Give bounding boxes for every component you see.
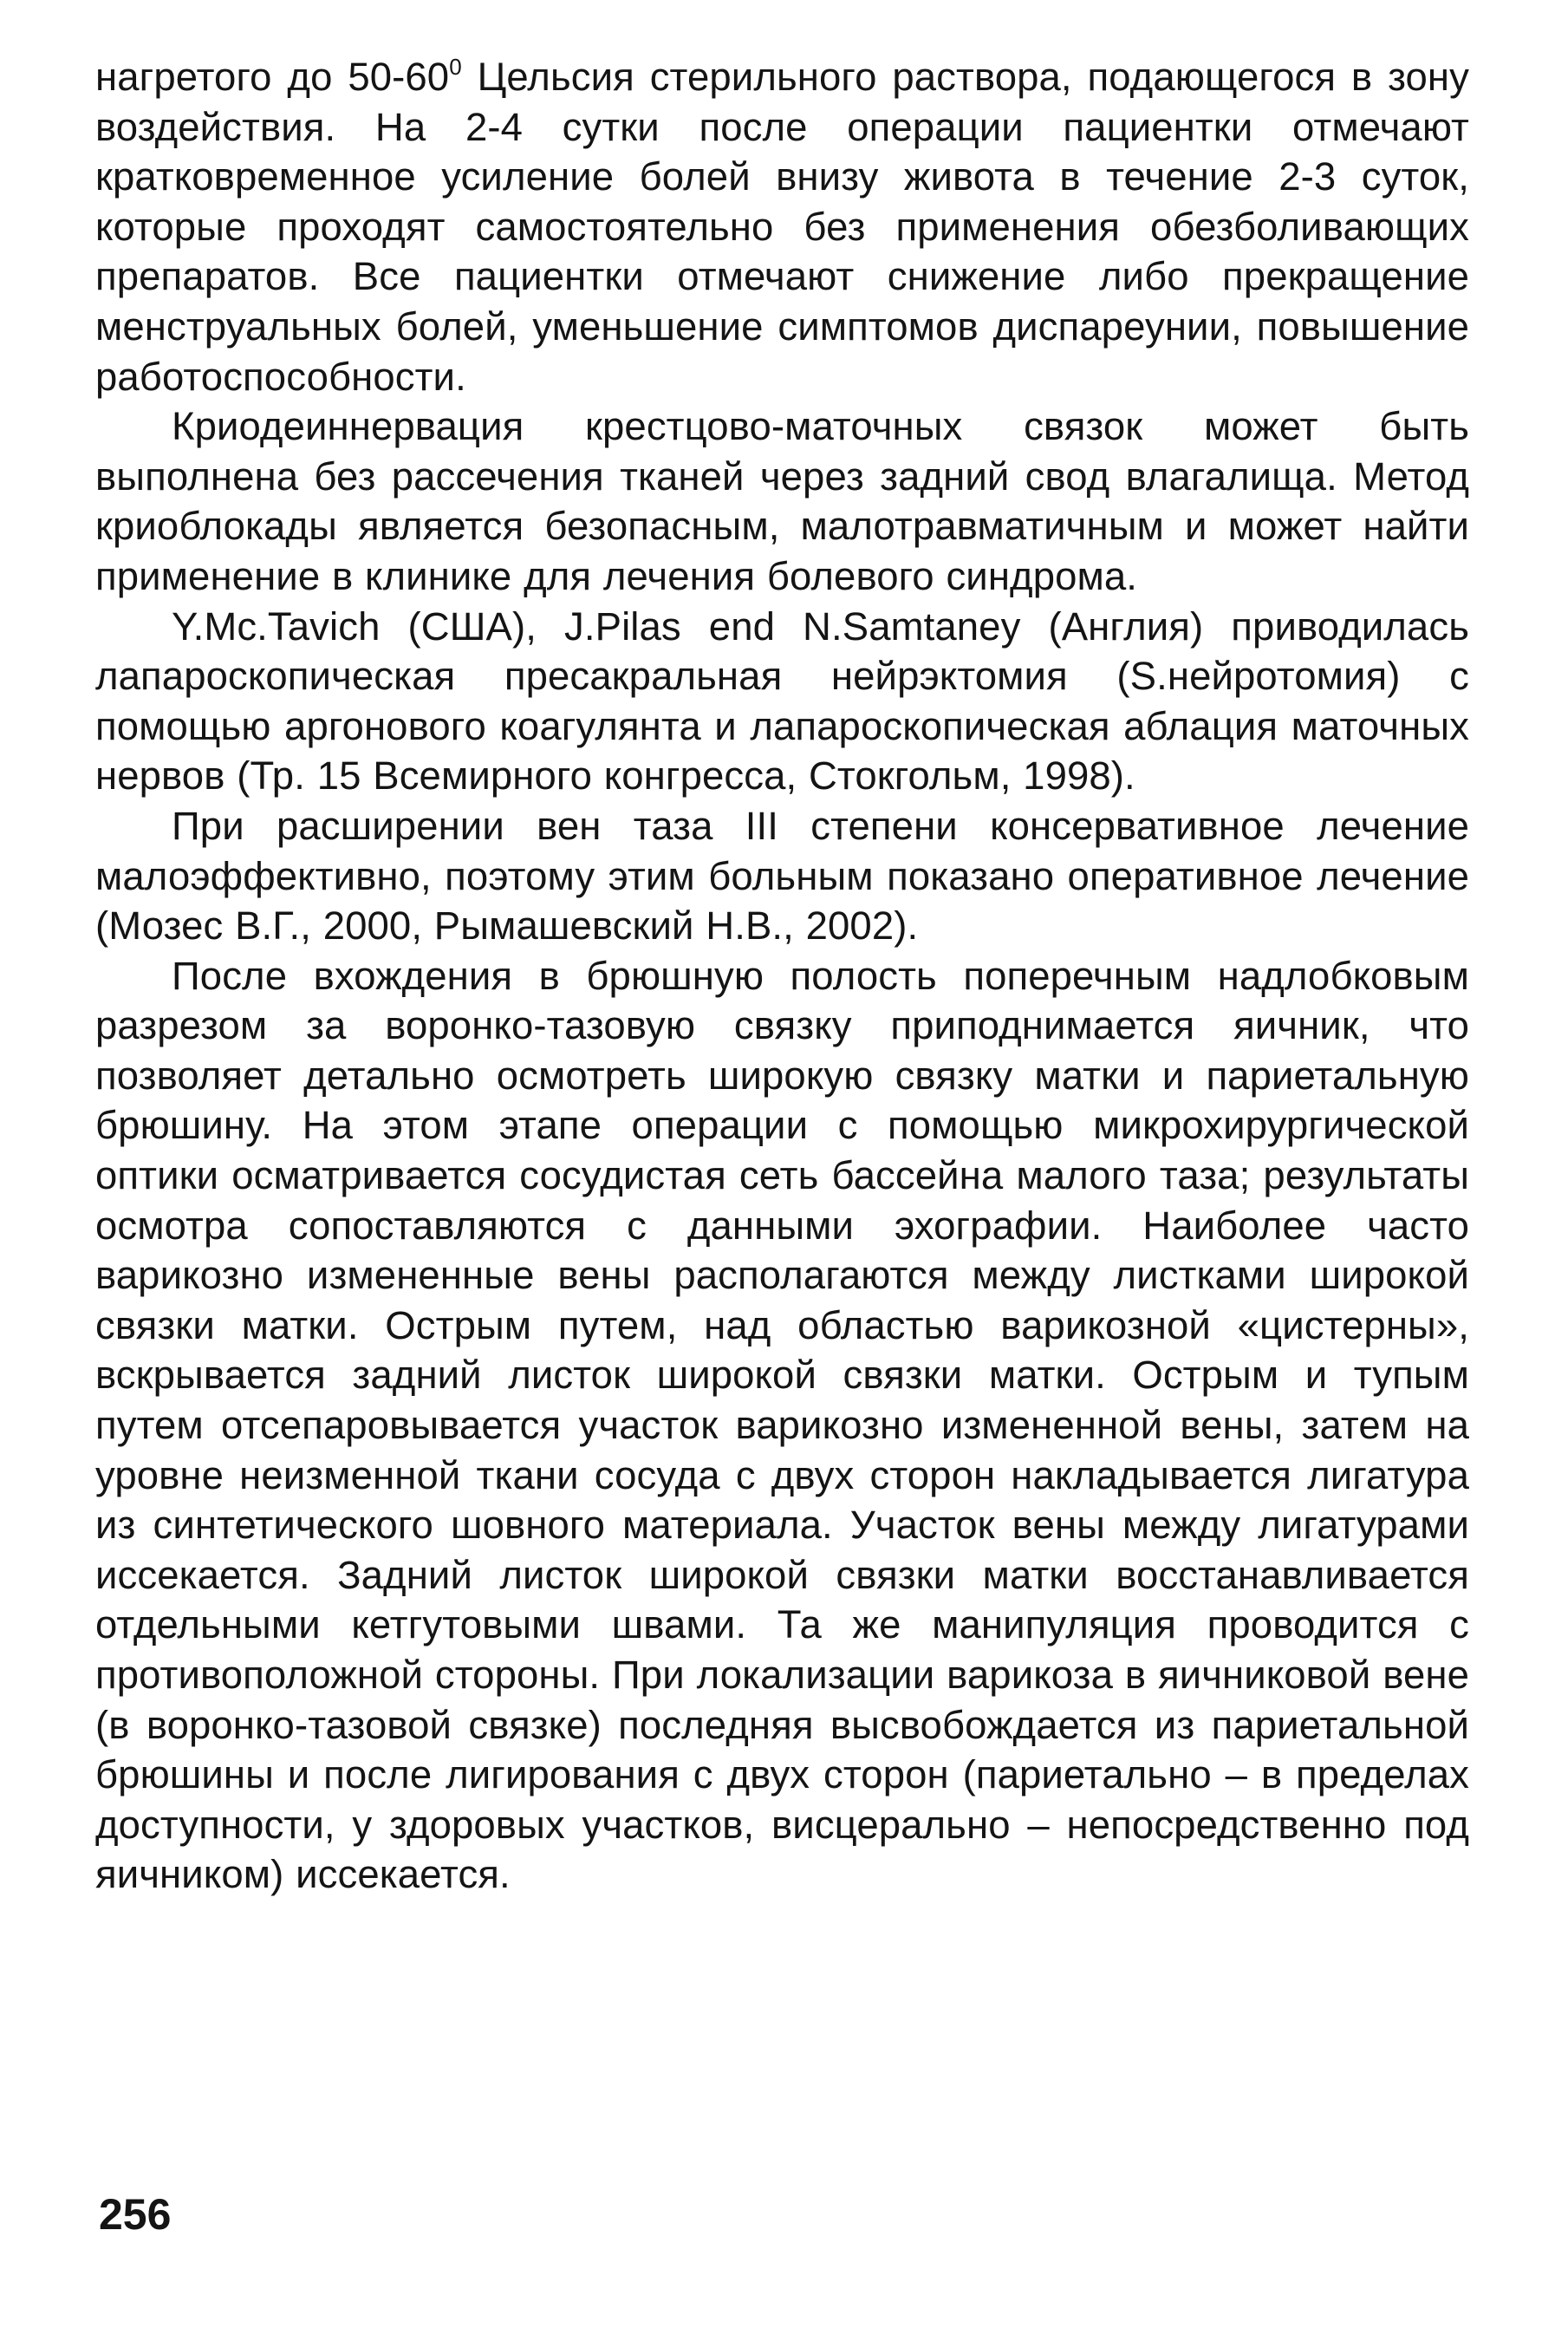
degree-superscript: 0 <box>449 53 462 80</box>
paragraph-1-rest: Цельсия стерильного раствора, подающегося в зону воздействия. На 2-4 сутки после операции пациентки отмечают кратковременное усиление болей внизу живота в течение 2-3 суток, которые проходят самостоятельно без применения обезболивающих препаратов. Все пациентки отмечают снижение либо прекращение менструальных болей, уменьшение симптомов диспареунии, повышение работоспособности. <box>95 55 1469 399</box>
paragraph-1-start: нагретого до 50-60 <box>95 55 450 99</box>
paragraph-4: При расширении вен таза III степени консервативное лечение малоэффективно, поэтому этим больным показано оперативное лечение (Мозес В.Г., 2000, Рымашевский Н.В., 2002). <box>95 803 1469 949</box>
paragraph-1 <box>95 52 1469 401</box>
paragraph-2: Криодеиннервация крестцово-маточных связок может быть выполнена без рассечения тканей через задний свод влагалища. Метод криоблокады является безопасным, малотравматичным и может найти применение в клинике для лечения болевого синдрома. <box>95 404 1469 598</box>
page-number: 256 <box>99 2190 172 2239</box>
book-page <box>95 52 1469 2306</box>
paragraph-5: После вхождения в брюшную полость поперечным надлобковым разрезом за воронко-тазовую связку приподнимается яичник, что позволяет детально осмотреть широкую связку матки и париетальную брюшину. На этом этапе операции с помощью микрохирургической оптики осматривается сосудистая сеть бассейна малого таза; результаты осмотра сопоставляются с данными эхографии. Наиболее часто варикозно измененные вены располагаются между листками широкой связки матки. Острым путем, над областью варикозной «цистерны», вскрывается задний листок широкой связки матки. Острым и тупым путем отсепаровывается участок варикозно измененной вены, затем на уровне неизменной ткани сосуда с двух сторон накладывается лигатура из синтетического шовного материала. Участок вены между лигатурами иссекается. Задний листок широкой связки матки восстанавливается отдельными кетгутовыми швами. Та же манипуляция проводится с противоположной стороны. При локализации варикоза в яичниковой вене (в воронко-тазовой связке) последняя высвобождается из париетальной брюшины и после лигирования с двух сторон (париетально – в пределах доступности, у здоровых участков, висцерально – непосредственно под яичником) иссекается. <box>95 953 1469 1897</box>
paragraph-3: Y.Mc.Tavich (США), J.Pilas end N.Samtaney (Англия) приводилась лапароскопическая пресакральная нейрэктомия (S.нейротомия) с помощью аргонового коагулянта и лапароскопическая аблация маточных нервов (Тр. 15 Всемирного конгресса, Стокгольм, 1998). <box>95 603 1469 799</box>
